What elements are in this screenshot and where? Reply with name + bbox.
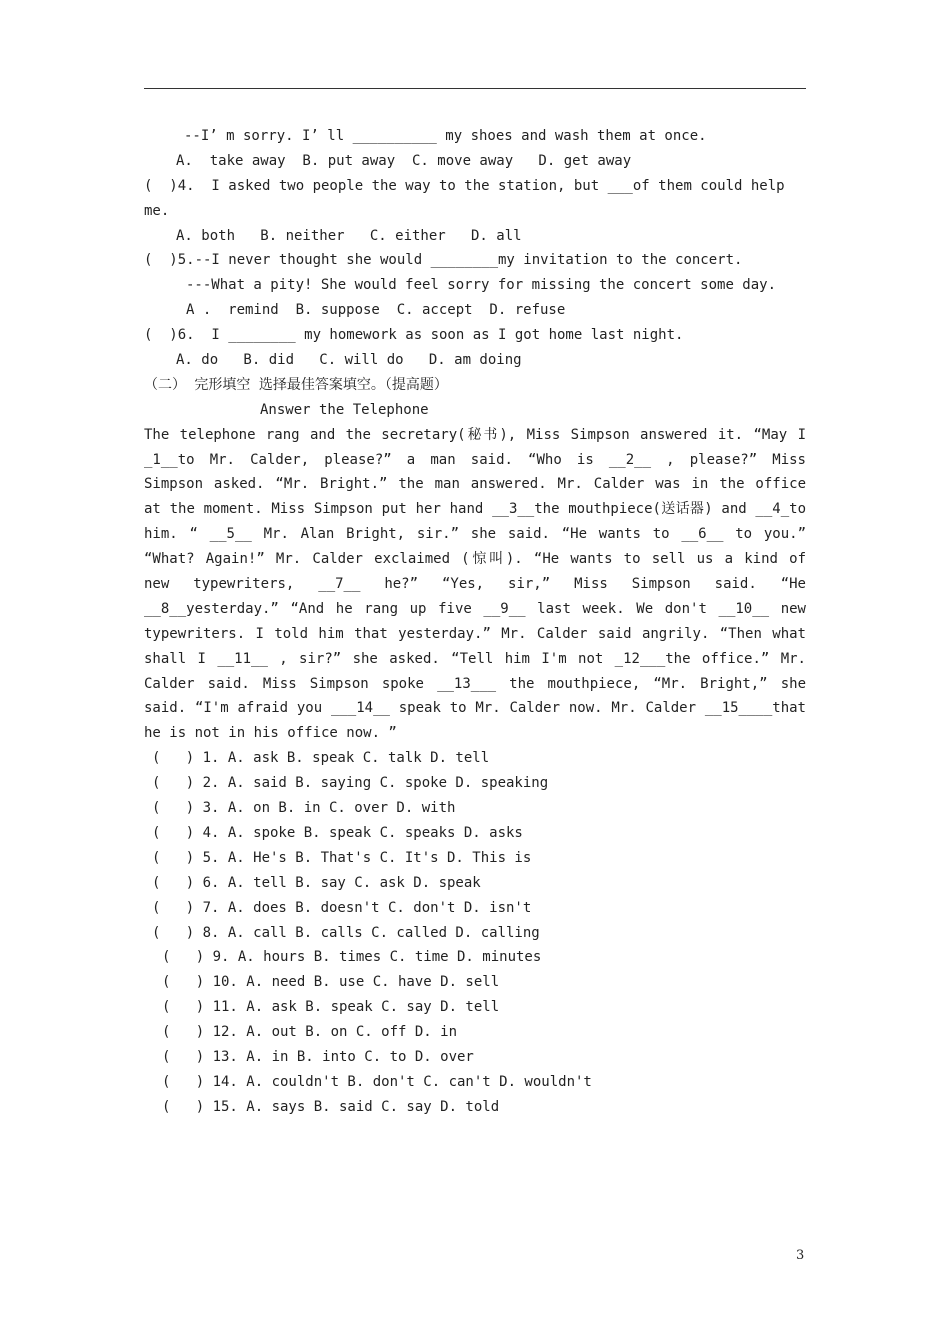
cloze-question: ( ) 12. A. out B. on C. off D. in — [162, 1024, 458, 1041]
dialogue-line: ---What a pity! She would feel sorry for missing the concert some day. — [186, 277, 777, 294]
cloze-question: ( ) 3. A. on B. in C. over D. with — [152, 800, 456, 817]
passage-line: Simpson asked. “Mr. Bright.” the man answered. Mr. Calder was in the office — [144, 476, 806, 493]
passage-line: Calder said. Miss Simpson spoke __13___ the mouthpiece, “Mr. Bright,” she — [144, 675, 806, 692]
answer-options: A. do B. did C. will do D. am doing — [176, 352, 522, 369]
passage-line: him. “ __5__ Mr. Alan Bright, sir.” she said. “He wants to __6__ to you.” — [144, 526, 806, 543]
header-rule — [144, 88, 806, 89]
passage-line: “What? Again!” Mr. Calder exclaimed (惊叫). “He wants to sell us a kind of — [144, 551, 806, 568]
cloze-question: ( ) 4. A. spoke B. speak C. speaks D. asks — [152, 824, 523, 841]
section-heading: （二） 完形填空 选择最佳答案填空。（提高题） — [144, 376, 448, 393]
page-number: 3 — [796, 1248, 805, 1263]
cloze-question: ( ) 7. A. does B. doesn't C. don't D. isn't — [152, 899, 532, 916]
cloze-question: ( ) 5. A. He's B. That's C. It's D. This is — [152, 849, 532, 866]
cloze-question: ( ) 13. A. in B. into C. to D. over — [162, 1048, 474, 1065]
cloze-question: ( ) 1. A. ask B. speak C. talk D. tell — [152, 750, 490, 767]
passage-line: __8__yesterday.” “And he rang up five __9__ last week. We don't __10__ new — [144, 600, 806, 617]
dialogue-line: --I’ m sorry. I’ ll __________ my shoes and wash them at once. — [184, 128, 707, 144]
passage-line: _1__to Mr. Calder, please?” a man said. “Who is __2__ , please?” Miss — [144, 451, 806, 468]
cloze-question: ( ) 2. A. said B. saying C. spoke D. speaking — [152, 775, 549, 792]
answer-options: A . remind B. suppose C. accept D. refuse — [186, 302, 566, 319]
passage-line: The telephone rang and the secretary(秘书), Miss Simpson answered it. “May I — [144, 426, 806, 443]
question-5: ( )5.--I never thought she would ________my invitation to the concert. — [144, 252, 743, 269]
passage-line: shall I __11__ , sir?” she asked. “Tell him I'm not _12___the office.” Mr. — [144, 650, 806, 667]
passage-line: new typewriters, __7__ he?” “Yes, sir,” Miss Simpson said. “He — [144, 576, 806, 593]
cloze-question: ( ) 15. A. says B. said C. say D. told — [162, 1098, 500, 1115]
cloze-question: ( ) 6. A. tell B. say C. ask D. speak — [152, 874, 481, 891]
question-4: ( )4. I asked two people the way to the station, but ___of them could help — [144, 177, 785, 194]
multiple-choice-continued — [144, 124, 806, 373]
passage-line: said. “I'm afraid you ___14__ speak to Mr. Calder now. Mr. Calder __15____that — [144, 700, 806, 717]
cloze-question: ( ) 11. A. ask B. speak C. say D. tell — [162, 999, 500, 1016]
cloze-question: ( ) 9. A. hours B. times C. time D. minutes — [162, 949, 542, 966]
cloze-question: ( ) 10. A. need B. use C. have D. sell — [162, 974, 500, 991]
passage-line: at the moment. Miss Simpson put her hand __3__the mouthpiece(送话器) and __4_to — [144, 501, 806, 518]
cloze-questions — [144, 746, 806, 1119]
answer-options: A. take away B. put away C. move away D. get away — [176, 152, 632, 169]
cloze-passage — [144, 423, 806, 747]
question-6: ( )6. I ________ my homework as soon as I got home last night. — [144, 327, 684, 344]
answer-options: A. both B. neither C. either D. all — [176, 227, 522, 244]
passage-line: typewriters. I told him that yesterday.” Mr. Calder said angrily. “Then what — [144, 625, 806, 642]
passage-line: he is not in his office now. ” — [144, 725, 397, 742]
cloze-question: ( ) 8. A. call B. calls C. called D. calling — [152, 924, 540, 941]
passage-title: Answer the Telephone — [260, 401, 429, 418]
document-body — [144, 124, 806, 1120]
cloze-question: ( ) 14. A. couldn't B. don't C. can't D. wouldn't — [162, 1073, 592, 1090]
question-4-continued: me. — [144, 202, 170, 219]
